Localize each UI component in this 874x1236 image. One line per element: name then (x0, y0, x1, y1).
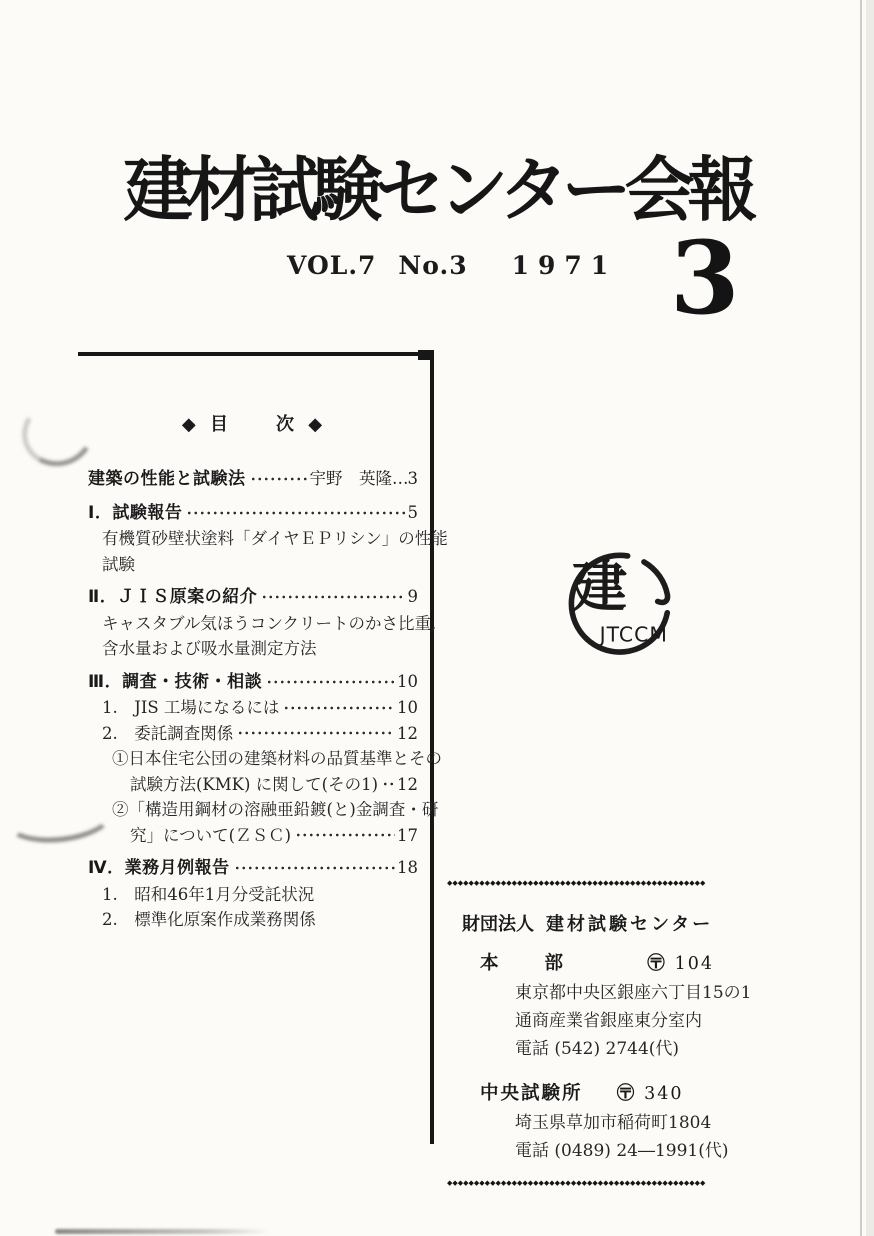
publication-title: 建材試験センター会報 (123, 148, 751, 231)
toc-page-number: 9 (407, 587, 418, 606)
toc-entry-text: Ⅲ．調査・技術・相談 (88, 671, 263, 692)
toc-page-number: 3 (407, 469, 418, 488)
branch-telephone: 電話 (0489) 24―1991(代) (515, 1141, 729, 1161)
toc-entry-text: Ⅱ．ＪＩＳ原案の紹介 (88, 587, 258, 607)
toc-row (78, 611, 437, 637)
volume-line (287, 251, 617, 280)
head-address-line1: 東京都中央区銀座六丁目15の1 (515, 983, 752, 1003)
dot-leader (248, 475, 308, 483)
org-type: 財団法人 (462, 914, 534, 935)
branch-address-line: 埼玉県草加市稲荷町1804 (515, 1113, 712, 1133)
jtccm-logo (563, 548, 675, 660)
toc-entry-text: ①日本住宅公団の建築材料の品質基準とその (112, 749, 442, 768)
logo-acronym: JTCCM (599, 622, 668, 647)
toc-entry-text: 2. 委託調査関係 (102, 723, 234, 743)
number-label: No.3 (398, 251, 468, 280)
toc-row (78, 552, 430, 578)
toc-row (78, 500, 430, 527)
head-office-label: 本部 (480, 953, 610, 974)
org-name: 建材試験センター (546, 914, 714, 935)
toc-list (78, 466, 448, 933)
logo-kanji: 建 (572, 555, 628, 620)
head-address-line2: 通商産業省銀座東分室内 (515, 1011, 702, 1031)
head-telephone: 電話 (542) 2744(代) (515, 1039, 680, 1059)
logo-circle-hook (644, 562, 668, 602)
toc-page-number: 12 (397, 723, 418, 743)
dot-leader (259, 593, 405, 601)
toc-row (78, 823, 430, 849)
dot-leader (232, 864, 395, 872)
toc-page-number: 12 (397, 774, 418, 794)
dot-leader (184, 509, 405, 517)
toc-page-number: 17 (397, 825, 418, 845)
toc-entry-text: 有機質砂壁状塗料「ダイヤＥＰリシン」の性能 (102, 529, 448, 548)
branch-office-row (480, 1079, 792, 1105)
head-office-row (480, 949, 792, 975)
volume-label: VOL.7 (287, 251, 377, 280)
scan-smudge (55, 1229, 270, 1234)
branch-postal-code: 340 (644, 1084, 684, 1104)
toc-row (78, 695, 430, 721)
issue-number: 3 (670, 219, 740, 337)
dot-leader (281, 704, 395, 712)
toc-row (78, 772, 430, 798)
toc-row (78, 907, 430, 933)
toc-page-number: 10 (397, 698, 418, 717)
year-label: 1971 (511, 251, 618, 280)
toc-heading: ◆ 目 次 ◆ (181, 414, 327, 435)
toc-row (78, 636, 430, 662)
organization-row (462, 910, 792, 936)
jtccm-logo-graphic (563, 548, 675, 660)
toc-row (78, 669, 430, 696)
toc-entry-text: キャスタブル気ほうコンクリートのかさ比重, (102, 613, 437, 633)
toc-entry-text: 建築の性能と試験法 (88, 469, 246, 489)
toc-box (78, 352, 448, 1144)
toc-entry-text: 2. 標準化原案作成業務関係 (102, 910, 316, 929)
toc-row (78, 797, 439, 823)
postal-mark-icon: 〶 (616, 1083, 637, 1104)
toc-entry-text: 究」について(ＺＳＣ) (130, 825, 292, 845)
toc-entry-text: 含水量および吸水量測定方法 (102, 639, 317, 658)
toc-entry-text: Ⅰ．試験報告 (88, 502, 183, 523)
postal-mark-icon: 〶 (647, 953, 668, 974)
toc-row (78, 584, 430, 611)
toc-page-number: 10 (397, 671, 418, 691)
toc-row (78, 721, 430, 747)
dot-leader (380, 780, 395, 788)
author-separator: … (392, 469, 408, 488)
toc-row (78, 855, 430, 882)
toc-entry-text: Ⅳ．業務月例報告 (88, 858, 230, 878)
toc-row (78, 882, 430, 908)
head-postal-code: 104 (674, 954, 714, 974)
toc-row (78, 466, 430, 493)
toc-entry-text: 試験 (102, 554, 135, 574)
toc-entry-text: ②「構造用鋼材の溶融亜鉛鍍(と)金調査・研 (112, 800, 439, 819)
dot-leader (293, 831, 395, 839)
toc-row (78, 746, 442, 772)
dot-leader (235, 729, 395, 737)
dot-leader (264, 678, 395, 686)
toc-entry-text: 1. JIS 工場になるには (102, 698, 280, 717)
toc-entry-text: 試験方法(KMK) に関して(その1) (130, 774, 379, 794)
toc-page-number: 18 (397, 858, 418, 877)
toc-page-number: 5 (407, 502, 418, 522)
toc-entry-text: 1. 昭和46年1月分受託状況 (102, 884, 315, 904)
toc-author: 宇野 英隆 (309, 469, 392, 488)
branch-name: 中央試験所 (480, 1083, 583, 1104)
toc-box-corner (418, 350, 434, 360)
toc-row (78, 526, 448, 552)
decor-line-top: ◆◆◆◆◆◆◆◆◆◆◆◆◆◆◆◆◆◆◆◆◆◆◆◆◆◆◆◆◆◆◆◆◆◆◆◆◆◆◆◆◆◆◆◆◆◆◆◆ (447, 879, 706, 887)
contact-block (447, 878, 792, 1188)
decor-line-bottom: ◆◆◆◆◆◆◆◆◆◆◆◆◆◆◆◆◆◆◆◆◆◆◆◆◆◆◆◆◆◆◆◆◆◆◆◆◆◆◆◆◆◆◆◆◆◆◆◆ (447, 1179, 706, 1187)
